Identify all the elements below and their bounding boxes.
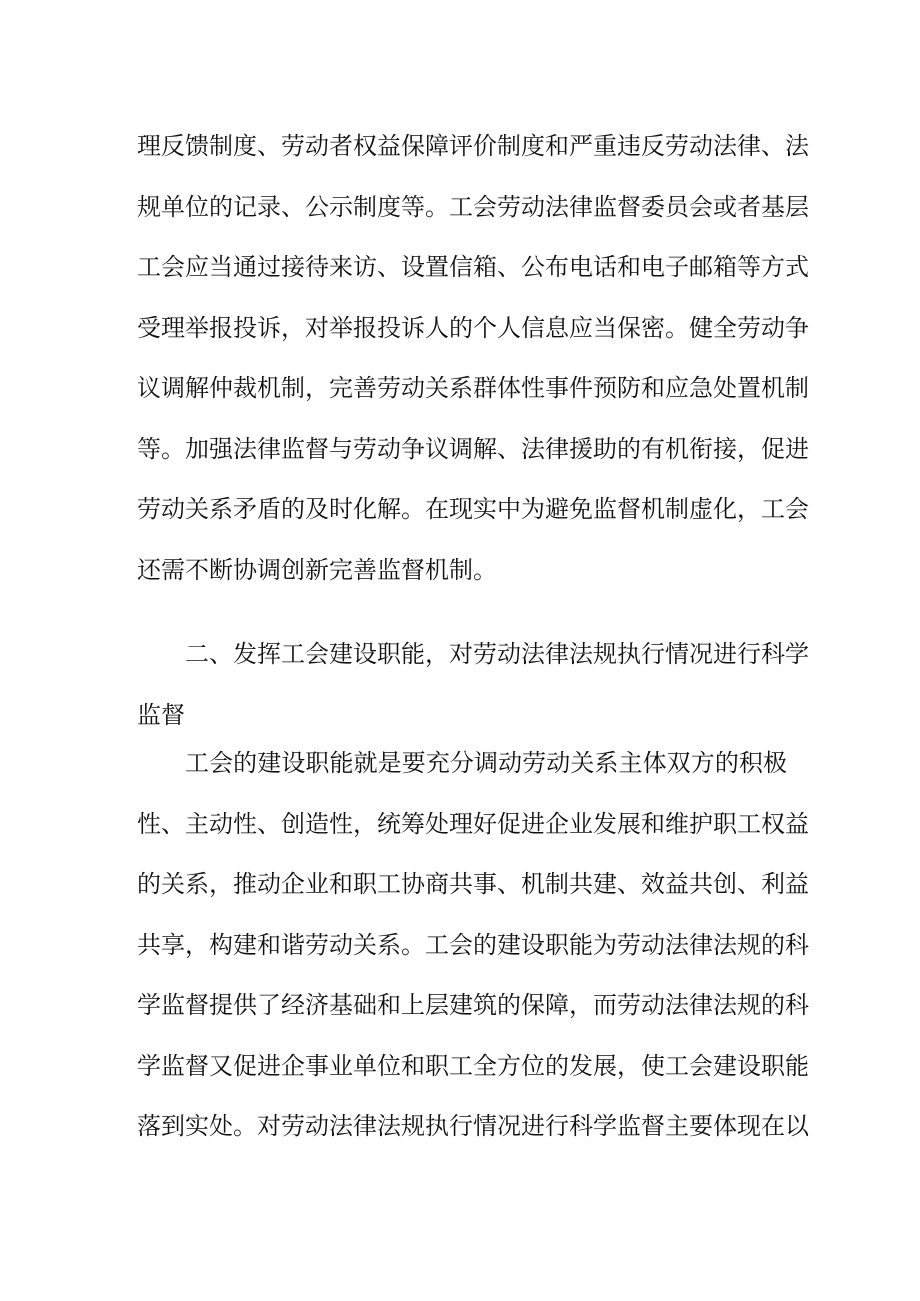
text-line: 工会应当通过接待来访、设置信箱、公布电话和电子邮箱等方式 <box>137 253 809 281</box>
text-line: 工会的建设职能就是要充分调动劳动关系主体双方的积极 <box>185 749 787 777</box>
text-line: 理反馈制度、劳动者权益保障评价制度和严重违反劳动法律、法 <box>137 132 809 160</box>
text-line: 等。加强法律监督与劳动争议调解、法律援助的有机衔接，促进 <box>137 434 809 463</box>
body-paragraph <box>137 116 809 600</box>
text-line: 劳动关系矛盾的及时化解。在现实中为避免监督机制虚化，工会 <box>137 495 809 523</box>
heading-line: 二、发挥工会建设职能，对劳动法律法规执行情况进行科学 <box>185 640 809 668</box>
text-line: 学监督提供了经济基础和上层建筑的保障，而劳动法律法规的科 <box>137 991 809 1019</box>
text-line: 规单位的记录、公示制度等。工会劳动法律监督委员会或者基层 <box>137 192 809 221</box>
text-line: 还需不断协调创新完善监督机制。 <box>137 555 497 584</box>
text-line: 性、主动性、创造性，统筹处理好促进企业发展和维护职工权益 <box>137 809 809 838</box>
text-line: 议调解仲裁机制，完善劳动关系群体性事件预防和应急处置机制 <box>137 374 809 402</box>
text-line: 受理举报投诉，对举报投诉人的个人信息应当保密。健全劳动争 <box>137 313 809 342</box>
text-line: 共享，构建和谐劳动关系。工会的建设职能为劳动法律法规的科 <box>137 930 809 959</box>
text-line: 落到实处。对劳动法律法规执行情况进行科学监督主要体现在以 <box>137 1112 809 1140</box>
heading-line: 监督 <box>137 700 185 729</box>
section-heading <box>137 624 809 745</box>
text-line: 学监督又促进企事业单位和职工全方位的发展，使工会建设职能 <box>137 1051 809 1080</box>
body-paragraph <box>137 733 809 1157</box>
text-line: 的关系，推动企业和职工协商共事、机制共建、效益共创、利益 <box>137 870 809 898</box>
